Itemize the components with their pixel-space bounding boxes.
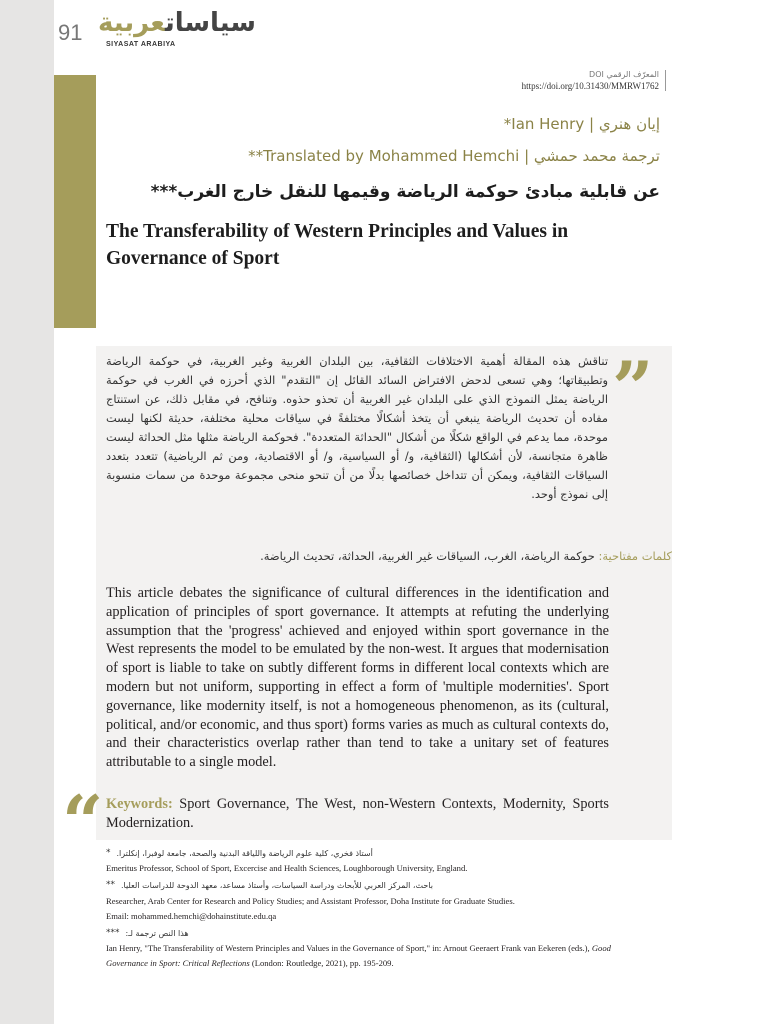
quote-mark-icon: ” — [612, 345, 654, 430]
journal-logo-english: SIYASAT ARABIYA — [106, 41, 176, 48]
doi-label: المعرّف الرقمي DOI — [589, 70, 659, 79]
doi-block — [522, 70, 666, 91]
title-mark: *** — [150, 182, 178, 202]
author-mark: * — [503, 115, 512, 133]
abstract-arabic: تناقش هذه المقالة أهمية الاختلافات الثقافية، بين البلدان الغربية وغير الغربية، في حوكمة الرياضة وتطبيقاتها؛ وهي تسعى لدحض الافتراض السائد القائل إن "التقدم" الذي أحرزه في الغرب في حوكمة الرياضة يمثل النموذج الذي على البلدان غير الغربية أن تحذو حذوه. وتنافح، في مقابل ذلك، عن استنتاج مفاده أن تحديث الرياضة ينبغي أن يتخذ أشكالًا مختلفةً في سياقات محلية مختلفة، حديثة لكنها ليست موحدة، مما يدعم في الواقع شكلًا من أشكال "الحداثة المتعددة". فحوكمة الرياضة مثلها مثل الحداثة ليست ظاهرة متجانسة، لأن أشكالها (الثقافية، و/ أو السياسية، و/ أو الاقتصادية، ومن ثم الرياضية) تتعدد بتعدد السياقات الثقافية، ويمكن أن تتداخل خصائصها بدلًا من أن تنحو منحى مجموعة موحدة من سمات منسوبة إلى نموذج أوحد. — [106, 354, 608, 501]
author-ar: إيان هنري — [598, 115, 660, 133]
translator-mark: ** — [248, 147, 264, 165]
email-link[interactable]: Email: mohammed.hemchi@dohainstitute.edu.qa — [106, 910, 277, 921]
journal-logo-arabic: سياساتعربية — [97, 8, 256, 38]
translator-line: **Translated by Mohammed Hemchi | ترجمة محمد حمشي — [248, 147, 660, 165]
page-number: 91 — [58, 20, 83, 45]
abstract-english: This article debates the significance of cultural differences in the identification and application of principles of sport governance. It attempts at refuting the underlying assumption that the 'progress' achieved and enjoyed within sport governance in the West represents the model to be emulated by the non-west. It argues that modernisation of sport is liable to take on subtly different forms in different local contexts which are modern but not uniform, supporting in effect a form of 'multiple modernities'. Sport governance, like modernity itself, is not a homogeneous phenomenon, as its (cultural, political, and/or economic, and thus sport) forms varies as much as cultural contexts do, and their characteristics overlap rather than tend to take a unitary set of features attributable to a single model. — [106, 585, 609, 771]
doi-link[interactable]: https://doi.org/10.31430/MMRW1762 — [521, 81, 659, 91]
keywords-english: Keywords: Sport Governance, The West, non-Western Contexts, Modernity, Sports Modernization. — [106, 796, 609, 831]
title-english: The Transferability of Western Principles and Values in Governance of Sport — [106, 221, 569, 269]
author-line: *Ian Henry | إيان هنري — [503, 115, 660, 133]
footnote-2: باحث، المركز العربي للأبحاث ودراسة السياسات، وأستاذ مساعد، معهد الدوحة للدراسات العليا. ** Researcher, Arab Center for Research and Policy Studies; and Assistant Professor, Doha Institute for Graduate Studies. Email: mohammed.hemchi@dohainstitute.edu.qa — [106, 878, 612, 924]
accent-strip — [54, 75, 96, 328]
left-margin-strip — [0, 0, 54, 1024]
keywords-arabic: كلمات مفتاحية: حوكمة الرياضة، الغرب، السياقات غير الغربية، الحداثة، تحديث الرياضة. — [260, 549, 672, 563]
keywords-label-ar: كلمات مفتاحية: — [598, 549, 672, 563]
footnotes — [106, 846, 612, 974]
quote-mark-icon: “ — [62, 779, 104, 864]
translator-en: Translated by Mohammed Hemchi — [263, 147, 520, 165]
translator-ar: ترجمة محمد حمشي — [533, 147, 660, 165]
title-arabic: عن قابلية مبادئ حوكمة الرياضة وقيمها للنقل خارج الغرب*** — [150, 182, 660, 202]
keywords-label-en: Keywords: — [106, 796, 173, 812]
journal-logo — [97, 8, 256, 54]
footnote-3: هذا النص ترجمة لـ: *** Ian Henry, "The Transferability of Western Principles and Values in the Governance of Sport," in: Arnout Geeraert Frank van Eekeren (eds.), Good Governance in Sport: Critical Reflections (London: Routledge, 2021), pp. 195-209. — [106, 928, 611, 969]
author-en: Ian Henry — [511, 115, 585, 133]
footnote-1: أستاذ فخري، كلية علوم الرياضة واللياقة البدنية والصحة، جامعة لوفبرا، إنكلترا. * Emeritus Professor, School of Sport, Excercise and Health Sciences, Loughborough University, England. — [106, 848, 468, 874]
